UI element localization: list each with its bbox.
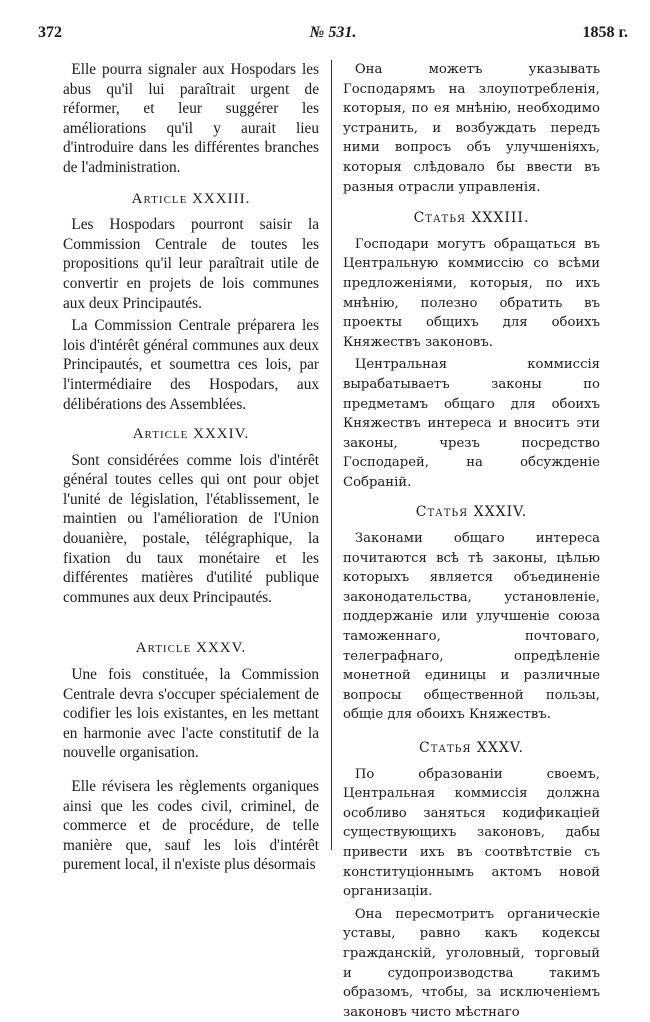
french-article-heading: Article XXXIV.	[132, 426, 250, 443]
french-paragraph: La Commission Centrale préparera les lois d'intérêt général communes aux deux Principautés, et soumettra ces lois, par l'intermédiaire des Hospodars, aux délibérations des Assemblées.	[63, 317, 319, 413]
year: 1858 г.	[582, 24, 628, 41]
column-divider	[331, 60, 332, 850]
french-paragraph: Elle révisera les règlements organiques ainsi que les codes civil, criminel, de commerce et de procédure, de telle manière que, sauf les lois d'intérêt purement local, il n'existe plus désormais	[63, 778, 319, 874]
french-paragraph: Une fois constituée, la Commission Centrale devra s'occuper spécialement de codifier les lois existantes, en les mettant en harmonie avec l'acte constitutif de la nouvelle organisation.	[63, 666, 319, 762]
russian-article-heading: Статья XXXIII.	[413, 210, 530, 227]
french-article-heading: Article XXXIII.	[131, 190, 251, 207]
document-number: № 531.	[309, 24, 357, 41]
russian-article-heading: Статья XXXIV.	[415, 504, 528, 521]
french-column	[63, 60, 319, 875]
french-article-heading: Article XXXV.	[135, 640, 247, 657]
french-paragraph: Sont considérées comme lois d'intérêt général toutes celles qui ont pour objet l'unité de législation, l'établissement, le maintien ou l'amélioration de l'Union douanière, postale, télégraphique, la fixation du taux monétaire et les différentes matières d'utilité publique communes aux deux Principautés.	[63, 451, 319, 606]
russian-column	[343, 60, 600, 1022]
russian-paragraph: Центральная коммиссія вырабатываетъ законы по предметамъ общаго для обоихъ Княжествъ интереса и вноситъ эти законы, чрезъ посредство Господарей, на обсужденіе Собраній.	[343, 357, 600, 490]
russian-paragraph: По образованіи своемъ, Центральная коммиссія должна особливо заняться кодификаціей существующихъ законовъ, дабы привести ихъ въ соотвѣтствіе съ конституціоннымъ актомъ новой организаціи.	[343, 766, 600, 900]
russian-paragraph: Она можетъ указывать Господарямъ на злоупотребленія, которыя, по ея мнѣнію, необходимо устранить, и возбуждать передъ ними вопросъ объ улучшеніяхъ, которыя слѣдовало бы ввести въ разныя отрасли управленія.	[343, 62, 600, 195]
french-paragraph: Elle pourra signaler aux Hospodars les abus qu'il lui paraîtrait urgent de réformer, et leur suggérer les améliorations qu'il y aurait lieu d'introduire dans les différentes branches de l'administration.	[63, 61, 319, 176]
russian-paragraph: Она пересмотритъ органическіе уставы, равно какъ кодексы гражданскій, уголовный, торговый и судопроизводства такимъ образомъ, чтобы, за исключеніемъ законовъ чисто мѣстнаго	[343, 906, 600, 1020]
russian-paragraph: Господари могутъ обращаться въ Центральную коммиссію со всѣми предложеніями, которыя, по ихъ мнѣнію, полезно обратить въ проекты общихъ для обоихъ Княжествъ законовъ.	[343, 236, 600, 350]
russian-article-heading: Статья XXXV.	[419, 740, 524, 756]
page-number: 372	[38, 24, 62, 41]
running-head	[38, 24, 628, 46]
russian-paragraph: Законами общаго интереса почитаются всѣ тѣ законы, цѣлью которыхъ является объединеніе законодательства, установленіе, поддержаніе или улучшеніе союза таможеннаго, почтоваго, телеграфнаго, опредѣленіе монетной единицы и различные вопросы общественной пользы, общіе для обоихъ Княжествъ.	[343, 531, 600, 723]
french-paragraph: Les Hospodars pourront saisir la Commission Centrale de toutes les propositions qu'il leur paraîtrait utile de convertir en projets de lois communes aux deux Principautés.	[63, 216, 319, 312]
